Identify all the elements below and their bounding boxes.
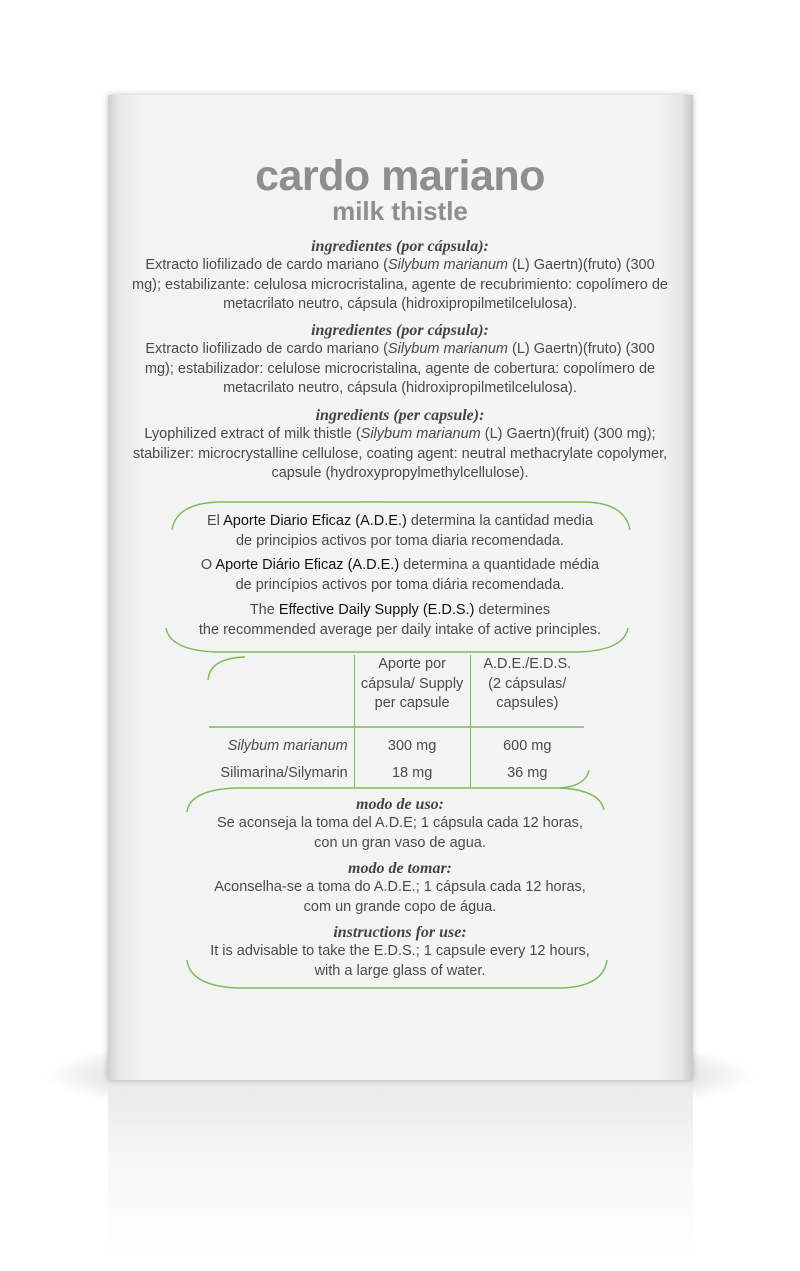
usage-en: instructions for use: It is advisable to take the E.D.S.; 1 capsule every 12 hours, with a large glass of water. [210, 924, 590, 979]
header-per-capsule: Aporte por cápsula/ Supply per capsule [354, 655, 470, 725]
supply-table [208, 655, 584, 787]
usage-es: modo de uso: Se aconseja la toma del A.D.E; 1 cápsula cada 12 horas, con un gran vaso de agua. [217, 796, 583, 851]
ingredients-text: Lyophilized extract of milk thistle (Silybum marianum (L) Gaertn)(fruit) (300 mg); stabilizer: microcrystalline cellulose, coating agent: neutral methacrylate copolymer, capsule (hydroxypropylmethylcellulose). [132, 426, 668, 481]
ingredients-heading: ingredientes (por cápsula): [311, 322, 489, 339]
header-daily: A.D.E./E.D.S. (2 cápsulas/ capsules) [470, 655, 584, 725]
ingredients-heading: ingredients (per capsule): [315, 407, 485, 424]
ingredients-text: Extracto liofilizado de cardo mariano (Silybum marianum (L) Gaertn)(fruto) (300 mg); estabilizante: celulosa microcristalina, agente de recubrimiento: copolímero de metacrilato neutro, cápsula (hidroxipropilmetilcelulosa). [132, 257, 668, 312]
ade-pt: O Aporte Diário Eficaz (A.D.E.) determina a quantidade média de princípios activos por toma diária recomendada. [200, 557, 600, 593]
table-row: Silybum marianum 300 mg 600 mg [208, 733, 584, 759]
ingredients-heading: ingredientes (por cápsula): [311, 238, 489, 255]
ingredients-text: Extracto liofilizado de cardo mariano (Silybum marianum (L) Gaertn)(fruto) (300 mg); estabilizador: celulose microcristalina, agente de cobertura: copolímero de metacrilato neutro, cápsula (hidroxipropilmetilcelulosa). [144, 341, 656, 396]
product-name: cardo mariano [255, 152, 545, 200]
usage-pt: modo de tomar: Aconselha-se a toma do A.D.E.; 1 cápsula cada 12 horas, com un grande copo de água. [214, 860, 586, 915]
product-subtitle: milk thistle [332, 196, 468, 226]
table-row: Silimarina/Silymarin 18 mg 36 mg [208, 759, 584, 787]
ade-en: The Effective Daily Supply (E.D.S.) determines the recommended average per daily intake of active principles. [198, 602, 602, 638]
ade-es: El Aporte Diario Eficaz (A.D.E.) determina la cantidad media de principios activos por toma diaria recomendada. [206, 513, 594, 549]
